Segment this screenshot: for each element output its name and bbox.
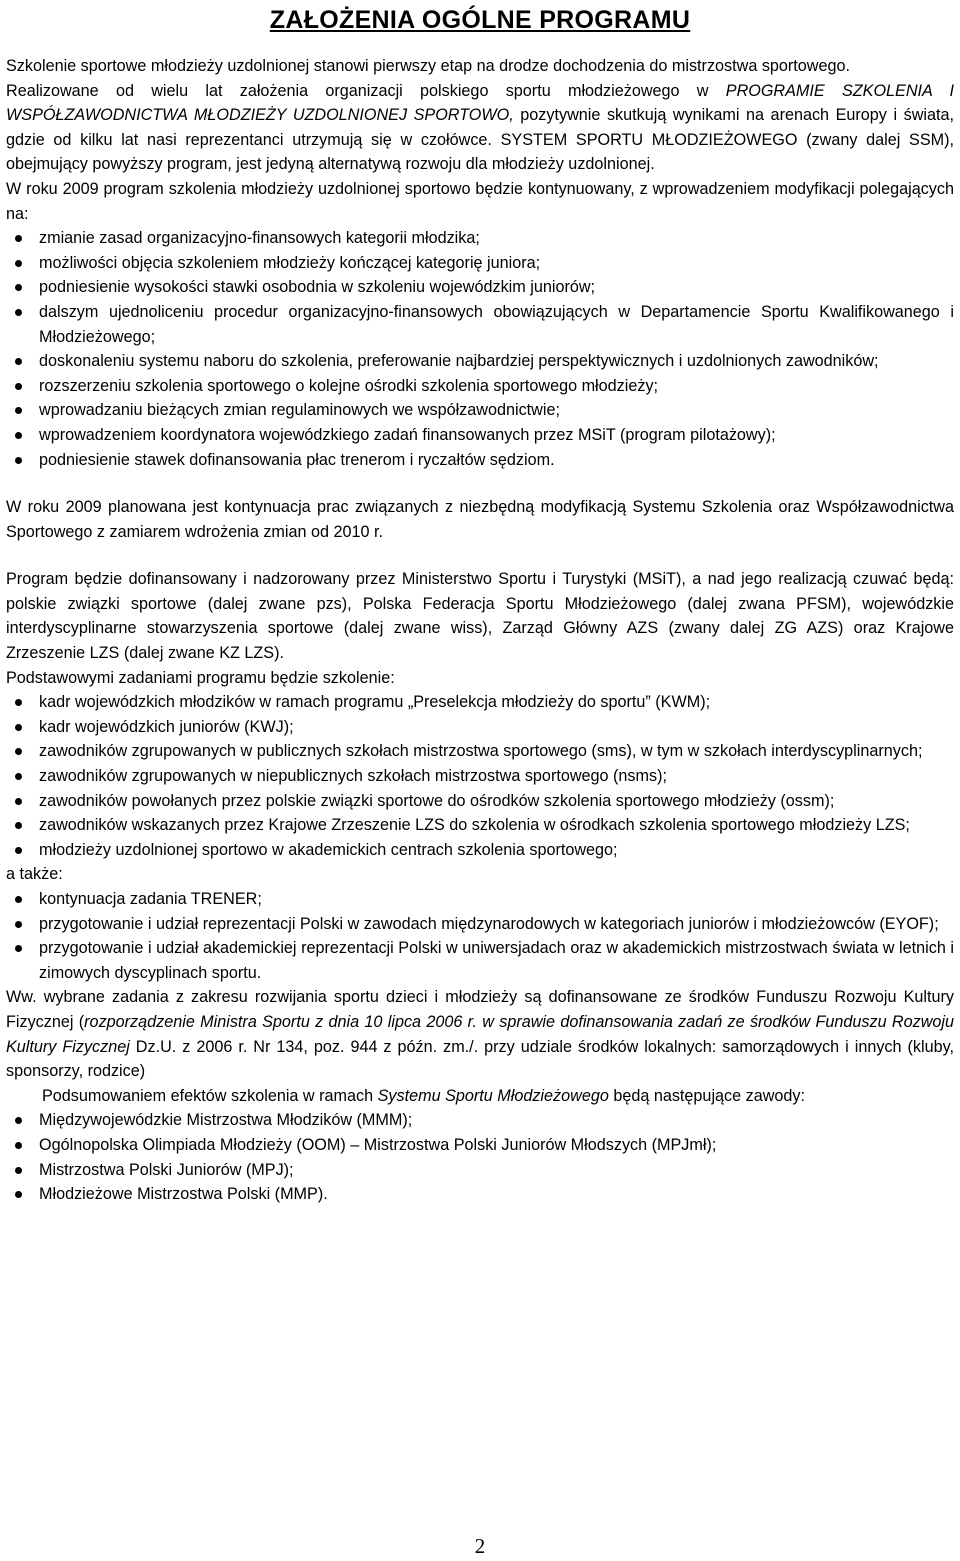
list-item: wprowadzaniu bieżących zmian regulaminowych we współzawodnictwie; (6, 398, 954, 423)
program-name-italic: PROGRAMIE SZKOLENIA I WSPÓŁZAWODNICTWA MŁODZIEŻY UZDOLNIONEJ SPORTOWO, (6, 81, 954, 125)
list-item: Młodzieżowe Mistrzostwa Polski (MMP). (6, 1182, 954, 1207)
list-item: zmianie zasad organizacyjno-finansowych kategorii młodzika; (6, 226, 954, 251)
also-label: a także: (6, 865, 63, 884)
program-text-a: Realizowane od wielu lat założenia organizacji polskiego sportu młodzieżowego w (6, 81, 726, 100)
program-text-b: pozytywnie skutkują wynikami na arenach Europy i świata, gdzie od kilku lat nasi reprezentanci utrzymują się w czołówce. SYSTEM SPORTU MŁODZIEŻOWEGO (zwany dalej SSM), obejmujący powyższy program, jest jedyną alternatywą rozwoju dla młodzieży uzdolnionej. (6, 106, 954, 174)
modifications-list (6, 226, 954, 472)
list-item: rozszerzeniu szkolenia sportowego o kolejne ośrodki szkolenia sportowego młodzieży; (6, 374, 954, 399)
list-item: doskonaleniu systemu naboru do szkolenia, preferowanie najbardziej perspektywicznych i uzdolnionych zawodników; (6, 349, 954, 374)
list-item: młodzieży uzdolnionej sportowo w akademickich centrach szkolenia sportowego; (6, 838, 954, 863)
tasks-list (6, 690, 954, 862)
list-item: kadr wojewódzkich juniorów (KWJ); (6, 715, 954, 740)
list-item: zawodników wskazanych przez Krajowe Zrzeszenie LZS do szkolenia w ośrodkach szkolenia sportowego młodzieży LZS; (6, 813, 954, 838)
competitions-list (6, 1108, 954, 1206)
tasks-intro: Podstawowymi zadaniami programu będzie szkolenie: (6, 668, 395, 687)
list-item: Międzywojewódzkie Mistrzostwa Młodzików (MMM); (6, 1108, 954, 1133)
modifications-intro: W roku 2009 program szkolenia młodzieży uzdolnionej sportowo będzie kontynuowany, z wprowadzeniem modyfikacji polegających na: (6, 179, 954, 223)
list-item: Mistrzostwa Polski Juniorów (MPJ); (6, 1158, 954, 1183)
summary-text-b: będą następujące zawody: (608, 1086, 806, 1105)
fund-text-b: Dz.U. z 2006 r. Nr 134, poz. 944 z późn. zm./. przy udziale środków lokalnych: samorządowych i innych (kluby, sponsorzy, rodzice) (6, 1037, 954, 1081)
funding-paragraph: Program będzie dofinansowany i nadzorowany przez Ministerstwo Sportu i Turystyki (MSiT), a nad jego realizacją czuwać będą: polskie związki sportowe (dalej zwane pzs), Polska Federacja Sportu Młodzieżowego (dalej zwana PFSM), wojewódzkie interdyscyplinarne stowarzyszenia sportowe (dalej zwane wiss), Zarząd Główny AZS (zwany dalej ZG AZS) oraz Krajowe Zrzeszenie LZS (dalej zwane KZ LZS). (6, 570, 954, 663)
fund-paragraph (6, 985, 954, 1083)
continuation-paragraph: W roku 2009 planowana jest kontynuacja prac związanych z niezbędną modyfikacją Systemu Szkolenia oraz Współzawodnictwa Sportowego z zamiarem wdrożenia zmian od 2010 r. (6, 498, 954, 541)
list-item: kontynuacja zadania TRENER; (6, 887, 954, 912)
fund-text-a: Ww. wybrane zadania z zakresu rozwijania sportu dzieci i młodzieży są dofinansowane ze środków Funduszu Rozwoju Kultury Fizycznej ( (6, 988, 954, 1031)
list-item: podniesienie stawek dofinansowania płac trenerom i ryczałtów sędziom. (6, 448, 954, 473)
list-item: kadr wojewódzkich młodzików w ramach programu „Preselekcja młodzieży do sportu” (KWM); (6, 690, 954, 715)
document-page (6, 0, 954, 1207)
regulation-italic: rozporządzenie Ministra Sportu z dnia 10 lipca 2006 r. w sprawie dofinansowania zadań ze środków Funduszu Rozwoju Kultury Fizycznej (6, 1012, 954, 1056)
page-number: 2 (474, 1534, 486, 1558)
list-item: możliwości objęcia szkoleniem młodzieży kończącej kategorię juniora; (6, 251, 954, 276)
additional-tasks-list (6, 887, 954, 985)
intro-paragraph: Szkolenie sportowe młodzieży uzdolnionej stanowi pierwszy etap na drodze dochodzenia do mistrzostwa sportowego. (6, 57, 851, 75)
list-item: przygotowanie i udział reprezentacji Polski w zawodach międzynarodowych w kategoriach juniorów i młodzieżowców (EYOF); (6, 912, 954, 937)
list-item: zawodników zgrupowanych w publicznych szkołach mistrzostwa sportowego (sms), w tym w szkołach interdyscyplinarnych; (6, 739, 954, 764)
list-item: podniesienie wysokości stawki osobodnia w szkoleniu wojewódzkim juniorów; (6, 275, 954, 300)
page-title: ZAŁOŻENIA OGÓLNE PROGRAMU (269, 6, 691, 34)
list-item: wprowadzeniem koordynatora wojewódzkiego zadań finansowanych przez MSiT (program pilotażowy); (6, 423, 954, 448)
list-item: dalszym ujednoliceniu procedur organizacyjno-finansowych obowiązujących w Departamencie Sportu Kwalifikowanego i Młodzieżowego; (6, 300, 954, 349)
system-name-italic: Systemu Sportu Młodzieżowego (377, 1086, 609, 1105)
list-item: zawodników zgrupowanych w niepublicznych szkołach mistrzostwa sportowego (nsms); (6, 764, 954, 789)
list-item: zawodników powołanych przez polskie związki sportowe do ośrodków szkolenia sportowego młodzieży (ossm); (6, 789, 954, 814)
summary-paragraph (6, 1084, 954, 1109)
list-item: Ogólnopolska Olimpiada Młodzieży (OOM) – Mistrzostwa Polski Juniorów Młodszych (MPJmł); (6, 1133, 954, 1158)
list-item: przygotowanie i udział akademickiej reprezentacji Polski w uniwersjadach oraz w akademickich mistrzostwach świata w letnich i zimowych dyscyplinach sportu. (6, 936, 954, 985)
summary-text-a: Podsumowaniem efektów szkolenia w ramach (42, 1086, 378, 1105)
program-paragraph (6, 79, 954, 177)
